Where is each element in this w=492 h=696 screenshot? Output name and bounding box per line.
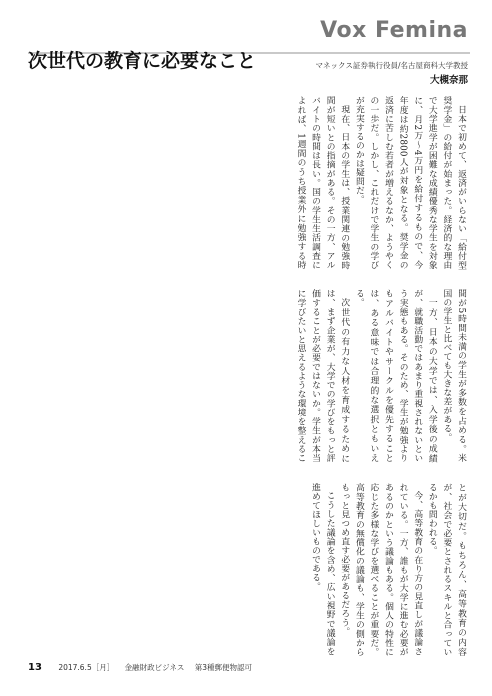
- body-paragraph: こうした議論を含め、広い視野で議論を進めてほしいものである。: [310, 482, 335, 656]
- article-body: [30, 96, 468, 656]
- issue-date: 2017.6.5［月］: [58, 663, 115, 672]
- publication-name: 金融財政ビジネス: [124, 663, 185, 672]
- article-title: 次世代の教育に必要なこと: [28, 50, 257, 72]
- page-number: 13: [28, 662, 42, 673]
- body-paragraph: 現在、日本の学生は、授業関連の勉強時間が短いとの指摘がある。その一方、アルバイトの時間は長い。国の学生生活調査によれば、1週間のうち授業外に勉強する時間が5時間未満の学生が多数を占める。米国の学生と比べても大きな差がある。: [295, 96, 466, 463]
- body-paragraph: 次世代の有力な人材を育成するためには、まず企業が、大学での学びをもっと評価することが必要ではないか。学生が本当に学びたいと思えるような環境を整えることが大切だ。もちろん、高等教育の内容が、社会で必要とされるスキルと合っているかも問われる。: [295, 289, 466, 656]
- author-name: 大槻奈那: [429, 75, 468, 86]
- author-affiliation: マネックス証券執行役員/名古屋商科大学教授: [315, 61, 468, 70]
- body-paragraph: 日本で初めて、返済がいらない「給付型奨学金」の給付が始まった。経済的な理由で大学進学が困難な成績優秀な学生を対象に、月2万～4万円を給付するもので、今年度は約2800人が対象となる。奨学金の返済に苦しむ若者が増えるなか、ようやくの一歩だ。しかし、これだけで学生の学びが充実するのかは疑問だ。: [353, 96, 466, 270]
- body-paragraph: 一方、日本の大学では、入学後の成績が、就職活動ではあまり重視されないという実態もある。そのため、学生が勉強よりもアルバイトやサークルを優先することは、ある意味では合理的な選択ともいえる。: [353, 289, 437, 463]
- body-paragraph: 今、高等教育の在り方の見直しが議論されている。一方、誰もが大学に進む必要があるのかという議論もある。個人の特性に応じた多様な学びを選べることが重要だ。高等教育の無償化の議論も、学生の側からもっと見つめ直す必要があるだろう。: [339, 482, 423, 656]
- column-brand: Vox Femina: [320, 18, 468, 43]
- postal-permit: 第3種郵便物認可: [194, 663, 253, 672]
- page-footer: [28, 662, 470, 673]
